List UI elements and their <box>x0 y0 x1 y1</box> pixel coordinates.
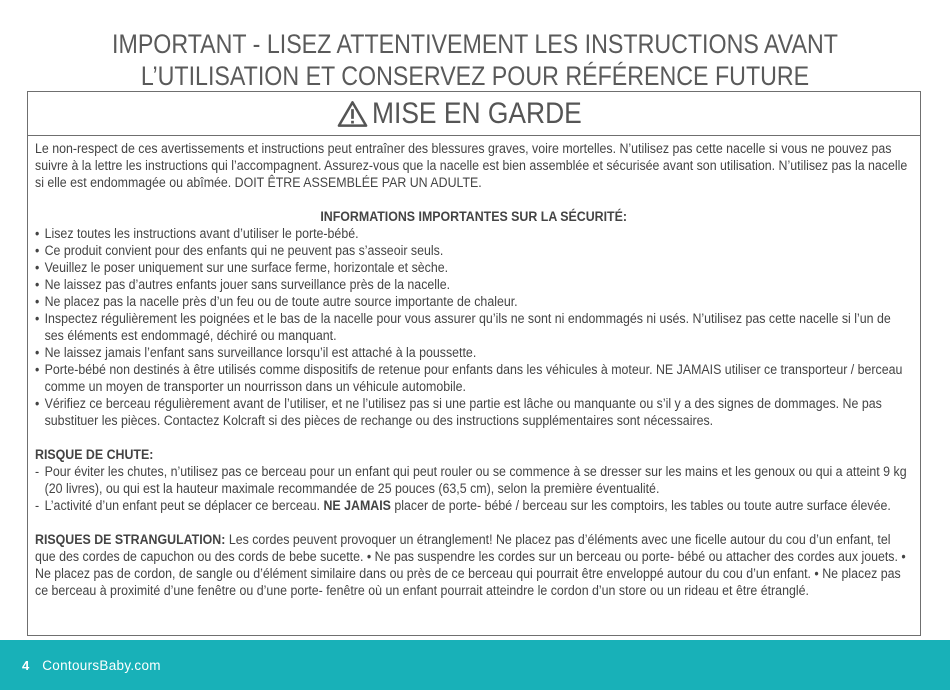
list-item: • Ne laissez pas d’autres enfants jouer sans surveillance près de la nacelle. <box>35 277 451 293</box>
strangulation-paragraph: RISQUES DE STRANGULATION: Les cordes peuvent provoquer un étranglement! Ne placez pas d’éléments avec une ficelle autour du cou d’un enfant, tel que des cordes de capuchon ou des cords de bebe sucette. • Ne pas suspendre les cordes sur un berceau ou porte- bébé ou attacher des cordes aux jouets. • Ne placez pas de cordon, de sangle ou d’élément similaire dans ou près de ce berceau qui pourrait être enveloppé autour du cou d’un enfant. • Ne placez pas ce berceau à proximité d’une fenêtre ou d’une porte- fenêtre où un enfant pourrait atteindre le cordon d’un store ou un rideau et être étranglé. <box>35 532 906 599</box>
warning-box <box>27 91 921 636</box>
page-number: 4 <box>22 657 30 673</box>
page-footer <box>0 640 950 690</box>
warning-content <box>35 141 912 600</box>
header-line-2: L’UTILISATION ET CONSERVEZ POUR RÉFÉRENCE FUTURE <box>140 61 810 91</box>
list-item: • Inspectez régulièrement les poignées et le bas de la nacelle pour vous assurer qu’ils ne sont ni endommagés ni usés. N’utilisez pas cette nacelle si l’un de ses éléments est endommagé, déchiré ou manquant. <box>35 311 891 344</box>
page-header <box>67 28 884 92</box>
warning-triangle-icon <box>337 100 368 128</box>
list-item: - Pour éviter les chutes, n’utilisez pas ce berceau pour un enfant qui peut rouler ou se commence à se dresser sur les mains et les genoux ou qui a atteint 9 kg (20 livres), ou qui est la hauteur maximale recommandée de 25 pouces (63,5 cm), selon la première éventualité. <box>35 464 907 497</box>
list-item: • Lisez toutes les instructions avant d’utiliser le porte-bébé. <box>35 226 359 242</box>
list-item: • Porte-bébé non destinés à être utilisés comme dispositifs de retenue pour enfants dans les véhicules à moteur. NE JAMAIS utiliser ce transporteur / berceau comme un moyen de transporter un nourrisson dans un véhicule automobile. <box>35 362 903 395</box>
warning-title-bar <box>28 92 920 136</box>
strangulation-heading: RISQUES DE STRANGULATION: <box>35 532 226 548</box>
fall-risk-heading: RISQUE DE CHUTE: <box>35 447 154 463</box>
warning-title: MISE EN GARDE <box>372 96 583 130</box>
safety-heading: INFORMATIONS IMPORTANTES SUR LA SÉCURITÉ: <box>320 209 628 225</box>
list-item: • Ce produit convient pour des enfants qui ne peuvent pas s’asseoir seuls. <box>35 243 444 259</box>
list-item: - L’activité d’un enfant peut se déplacer ce berceau. NE JAMAIS placer de porte- bébé / berceau sur les comptoirs, les tables ou toute autre surface élevée. <box>35 498 891 514</box>
list-item: • Ne placez pas la nacelle près d’un feu ou de toute autre source importante de chaleur. <box>35 294 518 310</box>
list-item: • Vérifiez ce berceau régulièrement avant de l’utiliser, et ne l’utilisez pas si une partie est lâche ou manquante ou s’il y a des signes de dommages. Ne pas substituer les pièces. Contactez Kolcraft si des pièces de rechange ou des instructions supplémentaires sont nécessaires. <box>35 396 882 429</box>
list-item: • Ne laissez jamais l’enfant sans surveillance lorsqu’il est attaché à la poussette. <box>35 345 477 361</box>
intro-paragraph: Le non-respect de ces avertissements et instructions peut entraîner des blessures graves, voire mortelles. N’utilisez pas cette nacelle si vous ne pouvez pas suivre à la lettre les instructions qui l’accompagnent. Assurez-vous que la nacelle est bien assemblée et sécurisée avant son utilisation. N’utilisez pas la nacelle si elle est endommagée ou abîmée. DOIT ÊTRE ASSEMBLÉE PAR UN ADULTE. <box>35 141 908 191</box>
header-line-1: IMPORTANT - LISEZ ATTENTIVEMENT LES INSTRUCTIONS AVANT <box>112 29 838 59</box>
list-item: • Veuillez le poser uniquement sur une surface ferme, horizontale et sèche. <box>35 260 449 276</box>
website-link: ContoursBaby.com <box>42 657 161 673</box>
